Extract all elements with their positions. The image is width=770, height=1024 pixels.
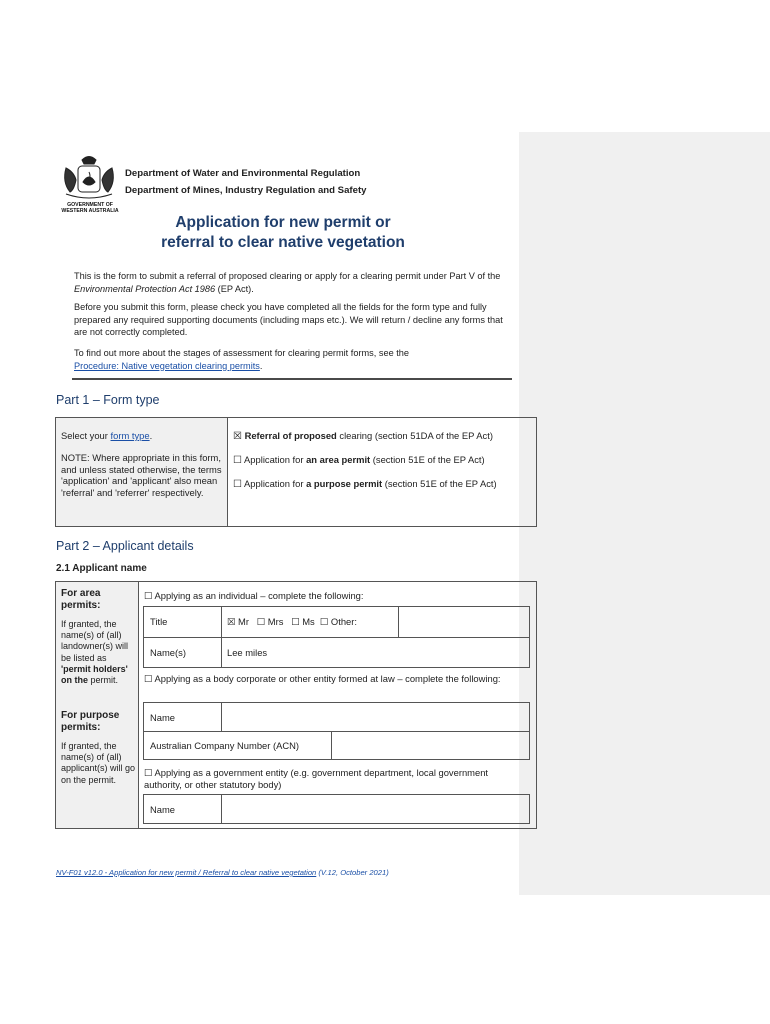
- area-permits-text-b: permit.: [88, 675, 119, 686]
- area-permits-heading: For area permits:: [61, 588, 101, 611]
- title-options[interactable]: ☒ Mr ☐ Mrs ☐ Ms ☐ Other:: [227, 616, 357, 627]
- option-referral-checkbox[interactable]: ☒: [233, 431, 242, 442]
- option-purpose-permit-bold: a purpose permit: [306, 478, 383, 489]
- option-area-permit-pre: Application for: [241, 454, 307, 465]
- crest-caption-line2: WESTERN AUSTRALIA: [61, 208, 119, 214]
- intro-paragraph-1: [74, 270, 514, 295]
- purpose-permits-heading: For purpose permits:: [61, 710, 120, 733]
- purpose-permits-text: If granted, the name(s) of (all) applicant(s) will go on the permit.: [61, 741, 136, 785]
- select-form-type-text: Select your: [61, 430, 111, 441]
- intro-p3-end: .: [259, 360, 263, 371]
- corporate-option[interactable]: ☐ Applying as a body corporate or other entity formed at law – complete the following:: [144, 673, 501, 684]
- option-area-permit-bold: an area permit: [306, 454, 371, 465]
- form-title: [100, 213, 466, 253]
- option-referral[interactable]: [233, 430, 533, 443]
- individual-row-divider: [144, 637, 529, 638]
- footer: [56, 868, 389, 877]
- option-purpose-permit-text: (section 51E of the EP Act): [382, 478, 497, 489]
- intro-p1-act-name: Environmental Protection Act 1986: [74, 283, 216, 294]
- corporate-name-divider: [221, 703, 222, 731]
- option-referral-text: clearing (section 51DA of the EP Act): [336, 430, 493, 441]
- applicant-table-divider: [138, 582, 139, 828]
- acn-field[interactable]: [333, 732, 528, 758]
- government-option[interactable]: ☐ Applying as a government entity (e.g. government department, local government authority, or other statutory body): [144, 767, 489, 790]
- option-referral-bold: Referral of proposed: [244, 430, 337, 441]
- option-area-permit-text: (section 51E of the EP Act): [370, 454, 485, 465]
- part1-heading: Part 1 – Form type: [56, 393, 160, 407]
- corporate-name-field[interactable]: [223, 704, 528, 730]
- individual-subtable: [143, 606, 530, 668]
- department-name-2: Department of Mines, Industry Regulation and Safety: [125, 185, 367, 196]
- option-area-permit-checkbox[interactable]: ☐: [233, 455, 242, 466]
- department-name-1: Department of Water and Environmental Regulation: [125, 168, 361, 179]
- select-form-type-end: .: [149, 430, 153, 441]
- option-purpose-permit-checkbox[interactable]: ☐: [233, 479, 242, 490]
- intro-p3-text: To find out more about the stages of assessment for clearing permit forms, see the: [74, 348, 409, 358]
- part2-heading: Part 2 – Applicant details: [56, 539, 194, 553]
- government-name-label: Name: [150, 804, 176, 815]
- intro-p1-end: (EP Act).: [215, 283, 254, 294]
- intro-p1-text: This is the form to submit a referral of proposed clearing or apply for a clearing permit under Part V of the: [74, 271, 501, 281]
- title-other-divider: [398, 607, 399, 637]
- form-type-table: [55, 417, 537, 527]
- form-type-link[interactable]: form type: [110, 430, 150, 441]
- section-divider: [72, 378, 512, 380]
- procedure-link[interactable]: Procedure: Native vegetation clearing permits: [74, 360, 260, 371]
- individual-option[interactable]: ☐ Applying as an individual – complete the following:: [144, 590, 364, 601]
- option-purpose-permit-pre: Application for: [241, 478, 307, 489]
- crest-caption-line1: GOVERNMENT OF: [67, 202, 113, 208]
- applicant-name-subheading: 2.1 Applicant name: [56, 563, 147, 574]
- form-title-line2: referral to clear native vegetation: [161, 234, 405, 251]
- area-permits-text-a: If granted, the name(s) of (all) landowner(s) will be listed as: [61, 619, 129, 663]
- title-label: Title: [150, 616, 168, 627]
- corporate-name-label: Name: [150, 712, 176, 723]
- government-name-divider: [221, 795, 222, 823]
- form-type-divider: [227, 418, 228, 526]
- title-other-field[interactable]: [400, 608, 528, 636]
- area-permits-text: [61, 619, 137, 686]
- corporate-subtable: [143, 702, 530, 760]
- names-field[interactable]: Lee miles: [227, 647, 268, 658]
- option-area-permit[interactable]: [233, 454, 533, 467]
- comment-margin-panel: [519, 132, 770, 895]
- select-form-type-label: [61, 430, 223, 442]
- area-permits-text-bold: 'permit holders' on the: [61, 663, 128, 686]
- acn-divider: [331, 731, 332, 759]
- names-label: Name(s): [150, 647, 186, 658]
- government-name-field[interactable]: [223, 796, 528, 822]
- intro-paragraph-3: [74, 347, 514, 372]
- option-purpose-permit[interactable]: [233, 478, 533, 491]
- footer-version: (V.12, October 2021): [316, 868, 389, 877]
- intro-paragraph-2: Before you submit this form, please check you have completed all the fields for the form type and fully prepared any required supporting documents (including maps etc.). We will return / decline any forms that are not correctly completed.: [74, 302, 503, 337]
- acn-label: Australian Company Number (ACN): [150, 740, 300, 751]
- footer-link[interactable]: NV-F01 v12.0 - Application for new permit / Referral to clear native vegetation: [56, 868, 317, 877]
- government-subtable: [143, 794, 530, 824]
- form-type-note: NOTE: Where appropriate in this form, and unless stated otherwise, the terms 'application' and 'applicant' also mean 'referral' and 'referrer' respectively.: [61, 452, 222, 498]
- applicant-table: [55, 581, 537, 829]
- form-title-line1: Application for new permit or: [175, 214, 391, 231]
